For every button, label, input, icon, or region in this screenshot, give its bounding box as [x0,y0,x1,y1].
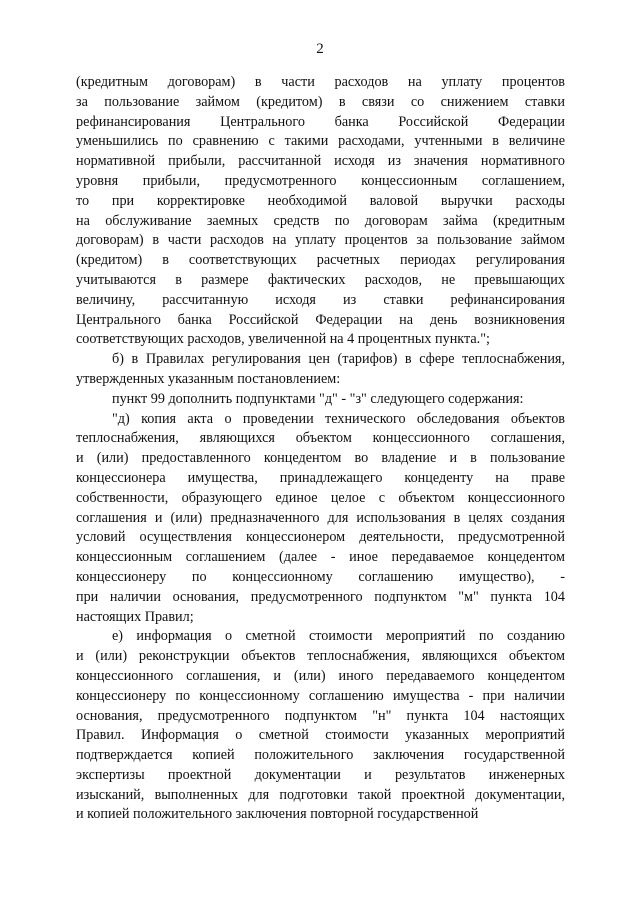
text-line: настоящих Правил; [76,608,194,625]
text-line: концессионера имущества, принадлежащего концеденту на праве [76,469,565,486]
text-line: соглашения и (или) предназначенного для использования в целях создания [76,509,565,526]
paragraph [76,390,565,410]
text-line: основания, предусмотренного подпунктом "н" пункта 104 настоящих [76,707,565,724]
page-number: 2 [316,41,324,57]
text-line: изысканий, выполненных для подготовки такой проектной документации, [76,786,565,803]
text-line: подтверждается копией положительного заключения государственной [76,747,565,764]
text-line: (кредитным договорам) в части расходов на уплату процентов [76,74,565,90]
text-line: и копией положительного заключения повторной государственной [76,806,479,823]
text-line: учитываются в размере фактических расходов, не превышающих [76,271,565,288]
text-line: б) в Правилах регулирования цен (тарифов) в сфере теплоснабжения, [112,351,565,368]
document-body [76,73,565,825]
text-line: то при корректировке необходимой валовой выручки расходы [76,192,565,209]
text-line: за пользование займом (кредитом) в связи со снижением ставки [76,93,565,110]
text-line: величину, рассчитанную исходя из ставки рефинансирования [76,291,565,308]
text-line: теплоснабжения, являющихся объектом концессионного соглашения, [76,430,565,447]
paragraph [76,350,565,390]
text-line: при наличии основания, предусмотренного подпунктом "м" пункта 104 [76,588,565,605]
text-line: Правил. Информация о сметной стоимости указанных мероприятий [76,727,565,744]
text-line: договорам) в части расходов на уплату процентов за пользование займом [76,232,565,249]
text-line: собственности, образующего единое целое с объектом концессионного [76,489,565,506]
text-line: и (или) предоставленного концедентом во владение и в пользование [76,450,565,467]
text-line: пункт 99 дополнить подпунктами "д" - "з" следующего содержания: [112,390,524,407]
text-line: рефинансирования Центрального банка Российской Федерации [76,113,565,130]
text-line: экспертизы проектной документации и результатов инженерных [76,766,565,783]
text-line: концессионным соглашением (далее - иное передаваемое концедентом [76,549,565,566]
text-line: на обслуживание заемных средств по договорам займа (кредитным [76,212,565,229]
text-line: и (или) реконструкции объектов теплоснабжения, являющихся объектом [76,648,565,665]
text-line: уровня прибыли, предусмотренного концессионным соглашением, [76,172,565,189]
paragraph [76,627,565,825]
text-line: Центрального банка Российской Федерации на день возникновения [76,311,565,328]
text-line: соответствующих расходов, увеличенной на 4 процентных пункта."; [76,331,490,348]
text-line: "д) копия акта о проведении технического обследования объектов [112,410,565,427]
text-line: е) информация о сметной стоимости мероприятий по созданию [112,628,565,645]
text-line: концессионеру по концессионному соглашению имущество), - [76,568,565,585]
paragraph [76,410,565,628]
paragraph [76,73,565,350]
text-line: утвержденных указанным постановлением: [76,370,341,387]
text-line: (кредитом) в соответствующих расчетных периодах регулирования [76,252,565,269]
text-line: концессионного соглашения, и (или) иного передаваемого концедентом [76,667,565,684]
text-line: концессионеру по концессионному соглашению имущества - при наличии [76,687,565,704]
text-line: условий осуществления концессионером деятельности, предусмотренной [76,529,565,546]
text-line: уменьшились по сравнению с такими расходами, учтенными в величине [76,133,565,150]
text-line: нормативной прибыли, рассчитанной исходя из значения нормативного [76,153,565,170]
